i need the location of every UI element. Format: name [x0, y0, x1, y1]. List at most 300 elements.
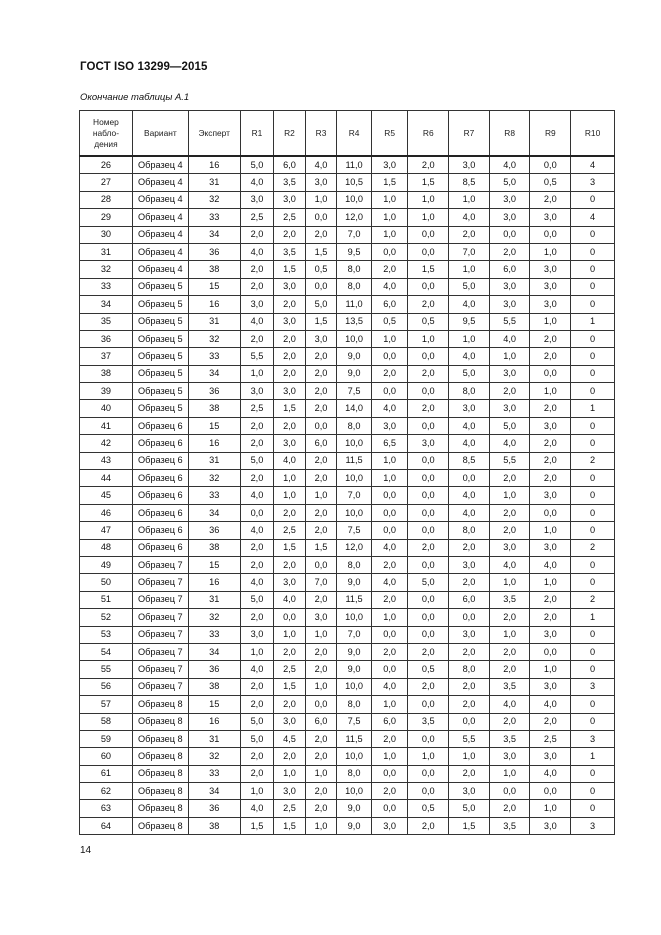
table-cell: 0,0: [530, 643, 571, 660]
table-cell: 6,0: [274, 156, 306, 174]
table-row: [80, 748, 615, 765]
table-cell: 9,0: [337, 643, 372, 660]
table-cell: 4,0: [240, 661, 274, 678]
table-cell: 4,0: [240, 800, 274, 817]
table-cell: 64: [80, 817, 133, 834]
table-cell: 0,0: [305, 278, 337, 295]
table-cell: 33: [188, 209, 240, 226]
table-row: [80, 661, 615, 678]
table-cell: 0: [571, 348, 615, 365]
table-cell: 5,0: [408, 574, 449, 591]
table-cell: Образец 7: [132, 626, 188, 643]
table-cell: 3,0: [274, 191, 306, 208]
table-cell: 2,0: [305, 365, 337, 382]
table-cell: Образец 4: [132, 156, 188, 174]
table-cell: Образец 5: [132, 365, 188, 382]
table-cell: 3,0: [530, 261, 571, 278]
table-cell: 2,0: [530, 435, 571, 452]
table-cell: 3: [571, 817, 615, 834]
table-cell: 1,0: [408, 191, 449, 208]
table-cell: 4,0: [489, 330, 530, 347]
table-cell: Образец 8: [132, 765, 188, 782]
table-cell: 8,0: [449, 383, 490, 400]
table-cell: 3,0: [530, 817, 571, 834]
table-cell: 0: [571, 278, 615, 295]
table-cell: 3,0: [274, 313, 306, 330]
table-cell: 4,0: [449, 209, 490, 226]
table-cell: 0: [571, 330, 615, 347]
table-cell: 36: [188, 243, 240, 260]
table-cell: 1,0: [305, 678, 337, 695]
table-cell: 0: [571, 661, 615, 678]
table-cell: Образец 7: [132, 643, 188, 660]
table-cell: 4,0: [305, 156, 337, 174]
table-cell: 0: [571, 243, 615, 260]
table-cell: 0: [571, 383, 615, 400]
table-cell: 7,0: [449, 243, 490, 260]
table-cell: Образец 4: [132, 261, 188, 278]
table-cell: 27: [80, 174, 133, 191]
table-cell: 3,0: [371, 156, 408, 174]
table-cell: 32: [188, 470, 240, 487]
table-cell: 0: [571, 191, 615, 208]
table-cell: 0,0: [371, 383, 408, 400]
table-cell: 57: [80, 696, 133, 713]
table-cell: 8,0: [337, 278, 372, 295]
table-cell: 1,5: [274, 261, 306, 278]
table-cell: Образец 5: [132, 296, 188, 313]
table-cell: 7,5: [337, 713, 372, 730]
table-cell: 2,0: [489, 661, 530, 678]
table-cell: 4,0: [449, 296, 490, 313]
table-cell: 5,5: [449, 730, 490, 747]
table-cell: 10,0: [337, 678, 372, 695]
table-cell: 0,0: [408, 730, 449, 747]
table-cell: 6,0: [371, 296, 408, 313]
column-header: R7: [449, 111, 490, 157]
table-cell: 0: [571, 783, 615, 800]
table-cell: 44: [80, 470, 133, 487]
table-cell: 2,0: [489, 713, 530, 730]
table-cell: 2,0: [305, 643, 337, 660]
table-cell: 7,0: [337, 626, 372, 643]
table-cell: 3,0: [489, 365, 530, 382]
table-cell: 2,5: [530, 730, 571, 747]
column-header: Номер набло- дения: [80, 111, 133, 157]
table-cell: 2,0: [408, 817, 449, 834]
table-cell: 37: [80, 348, 133, 365]
table-cell: 11,0: [337, 296, 372, 313]
table-cell: 7,5: [337, 383, 372, 400]
table-cell: 13,5: [337, 313, 372, 330]
table-cell: 1,5: [240, 817, 274, 834]
table-cell: 4,0: [449, 435, 490, 452]
table-cell: 6,0: [449, 591, 490, 608]
table-cell: 3,0: [371, 417, 408, 434]
table-cell: 3,0: [449, 556, 490, 573]
table-row: [80, 556, 615, 573]
table-cell: 2,0: [240, 330, 274, 347]
table-cell: 3,5: [489, 730, 530, 747]
table-cell: 1,5: [274, 678, 306, 695]
table-cell: Образец 5: [132, 383, 188, 400]
table-row: [80, 261, 615, 278]
table-cell: Образец 5: [132, 278, 188, 295]
table-cell: 52: [80, 609, 133, 626]
table-cell: 16: [188, 296, 240, 313]
table-cell: 39: [80, 383, 133, 400]
table-cell: 9,0: [337, 348, 372, 365]
table-cell: 3,0: [530, 487, 571, 504]
table-cell: 2,0: [305, 800, 337, 817]
table-cell: Образец 8: [132, 817, 188, 834]
table-cell: Образец 8: [132, 696, 188, 713]
table-cell: 2: [571, 539, 615, 556]
table-cell: 0,0: [408, 591, 449, 608]
table-cell: 4,0: [240, 313, 274, 330]
table-row: [80, 626, 615, 643]
table-row: [80, 730, 615, 747]
table-cell: 6,0: [305, 435, 337, 452]
table-row: [80, 417, 615, 434]
table-cell: 4,0: [489, 156, 530, 174]
table-cell: 2,0: [489, 243, 530, 260]
table-cell: 3,0: [530, 539, 571, 556]
table-cell: 1,0: [371, 452, 408, 469]
table-cell: 12,0: [337, 209, 372, 226]
table-row: [80, 522, 615, 539]
table-cell: 4,0: [371, 278, 408, 295]
table-cell: 7,0: [305, 574, 337, 591]
table-cell: Образец 5: [132, 348, 188, 365]
table-cell: 10,0: [337, 330, 372, 347]
table-cell: 7,0: [337, 487, 372, 504]
table-cell: Образец 4: [132, 243, 188, 260]
table-cell: 2,0: [240, 278, 274, 295]
table-cell: 2,5: [274, 800, 306, 817]
table-cell: 0,0: [530, 156, 571, 174]
table-cell: 2: [571, 452, 615, 469]
table-cell: 0: [571, 417, 615, 434]
table-cell: 2,0: [274, 330, 306, 347]
table-cell: 1,0: [489, 765, 530, 782]
table-cell: 2,0: [274, 348, 306, 365]
table-cell: 2,0: [530, 470, 571, 487]
table-cell: 0,0: [408, 226, 449, 243]
table-cell: 2,0: [274, 748, 306, 765]
table-cell: 4,0: [240, 574, 274, 591]
table-cell: 0: [571, 765, 615, 782]
table-cell: 1,0: [449, 261, 490, 278]
table-cell: 2,0: [530, 609, 571, 626]
table-cell: 33: [188, 765, 240, 782]
table-cell: 15: [188, 696, 240, 713]
table-cell: 11,5: [337, 591, 372, 608]
table-cell: Образец 4: [132, 209, 188, 226]
table-row: [80, 278, 615, 295]
table-cell: 5,0: [449, 800, 490, 817]
table-cell: 4,0: [530, 765, 571, 782]
table-cell: 0,0: [530, 226, 571, 243]
table-cell: 1,5: [305, 243, 337, 260]
table-cell: 8,5: [449, 174, 490, 191]
table-cell: 0,0: [274, 609, 306, 626]
table-cell: 2,0: [408, 296, 449, 313]
table-cell: 2,0: [305, 226, 337, 243]
table-cell: 0,0: [240, 504, 274, 521]
table-cell: 2,0: [530, 191, 571, 208]
table-cell: 0,0: [530, 783, 571, 800]
table-cell: 0,0: [371, 243, 408, 260]
table-cell: 0,0: [371, 348, 408, 365]
table-cell: 4,0: [489, 556, 530, 573]
table-cell: 0,5: [408, 800, 449, 817]
table-cell: 31: [188, 730, 240, 747]
table-cell: 3,0: [305, 174, 337, 191]
table-cell: 31: [188, 591, 240, 608]
table-cell: 2,0: [449, 696, 490, 713]
table-cell: 3,0: [449, 400, 490, 417]
table-cell: 32: [80, 261, 133, 278]
table-cell: 0: [571, 643, 615, 660]
table-cell: 1,5: [305, 313, 337, 330]
table-cell: 2,0: [408, 539, 449, 556]
table-cell: 9,5: [449, 313, 490, 330]
table-cell: 0,0: [371, 661, 408, 678]
table-cell: 3,0: [274, 383, 306, 400]
table-cell: 2,0: [408, 400, 449, 417]
table-cell: 8,0: [337, 261, 372, 278]
table-cell: 10,0: [337, 191, 372, 208]
table-cell: 9,0: [337, 661, 372, 678]
table-cell: 3,0: [530, 626, 571, 643]
table-cell: 4,0: [530, 556, 571, 573]
table-cell: 1,0: [408, 748, 449, 765]
table-cell: 3,0: [371, 817, 408, 834]
table-cell: 0,0: [530, 504, 571, 521]
table-cell: 3: [571, 730, 615, 747]
table-cell: 10,0: [337, 504, 372, 521]
table-cell: Образец 6: [132, 435, 188, 452]
table-cell: 2,0: [274, 556, 306, 573]
table-cell: 31: [188, 452, 240, 469]
table-row: [80, 678, 615, 695]
table-cell: 4,0: [489, 696, 530, 713]
table-cell: 1,0: [274, 470, 306, 487]
table-cell: 3,0: [530, 209, 571, 226]
table-cell: 2,0: [305, 348, 337, 365]
table-cell: 2,5: [240, 209, 274, 226]
table-cell: 1,0: [240, 643, 274, 660]
table-cell: 0,0: [489, 783, 530, 800]
table-cell: 1,0: [449, 191, 490, 208]
table-cell: 54: [80, 643, 133, 660]
table-cell: 2,0: [240, 556, 274, 573]
table-cell: 38: [188, 817, 240, 834]
table-cell: 1,0: [530, 800, 571, 817]
table-row: [80, 174, 615, 191]
table-cell: 1,0: [371, 191, 408, 208]
table-cell: 2,0: [371, 730, 408, 747]
table-cell: 1,0: [371, 226, 408, 243]
table-cell: 2,0: [305, 748, 337, 765]
table-cell: 4,0: [371, 574, 408, 591]
table-cell: 3,0: [449, 156, 490, 174]
table-cell: Образец 6: [132, 487, 188, 504]
table-cell: 1,0: [305, 765, 337, 782]
table-cell: 10,0: [337, 748, 372, 765]
table-cell: 1,0: [489, 487, 530, 504]
table-cell: 4,0: [489, 435, 530, 452]
table-row: [80, 365, 615, 382]
table-cell: 36: [188, 661, 240, 678]
table-cell: 5,0: [449, 278, 490, 295]
table-cell: 9,0: [337, 574, 372, 591]
table-cell: Образец 7: [132, 591, 188, 608]
table-cell: 3: [571, 678, 615, 695]
table-cell: Образец 6: [132, 452, 188, 469]
table-cell: 0,0: [530, 365, 571, 382]
table-row: [80, 470, 615, 487]
table-row: [80, 330, 615, 347]
table-cell: 61: [80, 765, 133, 782]
table-cell: 0: [571, 296, 615, 313]
table-cell: 0,0: [408, 470, 449, 487]
table-cell: 0,0: [408, 452, 449, 469]
table-cell: 2,0: [274, 226, 306, 243]
table-cell: 9,0: [337, 817, 372, 834]
table-cell: 0,0: [371, 504, 408, 521]
table-cell: 29: [80, 209, 133, 226]
table-cell: Образец 6: [132, 522, 188, 539]
table-cell: 1,0: [371, 609, 408, 626]
table-cell: 0: [571, 713, 615, 730]
table-cell: 3,0: [489, 296, 530, 313]
table-row: [80, 435, 615, 452]
table-cell: 3,0: [240, 626, 274, 643]
table-cell: 10,0: [337, 435, 372, 452]
table-cell: 3,0: [449, 626, 490, 643]
table-cell: 34: [188, 504, 240, 521]
table-cell: 1,0: [371, 470, 408, 487]
table-cell: 42: [80, 435, 133, 452]
table-cell: 0,0: [371, 487, 408, 504]
table-cell: 2,5: [274, 522, 306, 539]
table-cell: 3,0: [489, 748, 530, 765]
table-cell: 1,0: [489, 626, 530, 643]
table-cell: 1,0: [408, 209, 449, 226]
table-cell: 0,0: [408, 348, 449, 365]
table-cell: 0: [571, 522, 615, 539]
table-cell: 3,0: [530, 296, 571, 313]
table-cell: 31: [80, 243, 133, 260]
table-cell: 0: [571, 800, 615, 817]
table-cell: 53: [80, 626, 133, 643]
table-cell: 5,0: [305, 296, 337, 313]
table-cell: 0,0: [408, 556, 449, 573]
table-cell: 2,0: [449, 765, 490, 782]
table-cell: 1,5: [305, 539, 337, 556]
table-cell: 2,5: [240, 400, 274, 417]
table-cell: 36: [188, 800, 240, 817]
table-cell: 2,0: [305, 383, 337, 400]
table-cell: 33: [80, 278, 133, 295]
table-cell: 2,0: [305, 783, 337, 800]
table-cell: 0,0: [408, 522, 449, 539]
table-cell: 0,0: [305, 417, 337, 434]
table-cell: 5,5: [489, 452, 530, 469]
column-header: R4: [337, 111, 372, 157]
table-cell: 1,5: [274, 400, 306, 417]
table-cell: 3,0: [274, 278, 306, 295]
table-cell: 1,0: [274, 487, 306, 504]
table-cell: 0: [571, 226, 615, 243]
table-cell: 2,0: [305, 730, 337, 747]
table-cell: 55: [80, 661, 133, 678]
table-cell: 47: [80, 522, 133, 539]
column-header: R6: [408, 111, 449, 157]
table-cell: 1,0: [371, 696, 408, 713]
table-cell: 1,0: [530, 574, 571, 591]
table-cell: 1,0: [274, 765, 306, 782]
table-cell: 32: [188, 330, 240, 347]
table-cell: 38: [80, 365, 133, 382]
table-cell: 4,0: [274, 452, 306, 469]
table-cell: 3,0: [305, 609, 337, 626]
table-row: [80, 452, 615, 469]
table-cell: 2,0: [489, 504, 530, 521]
table-cell: 2,0: [274, 417, 306, 434]
table-cell: 9,0: [337, 800, 372, 817]
table-row: [80, 191, 615, 208]
table-cell: 2,0: [274, 696, 306, 713]
table-cell: 2,0: [489, 383, 530, 400]
table-cell: 38: [188, 261, 240, 278]
table-cell: 1,0: [305, 817, 337, 834]
table-cell: 2,0: [371, 783, 408, 800]
table-cell: 2,0: [274, 643, 306, 660]
table-cell: 0: [571, 435, 615, 452]
table-cell: 49: [80, 556, 133, 573]
table-cell: 32: [188, 609, 240, 626]
table-cell: 11,5: [337, 730, 372, 747]
table-cell: Образец 4: [132, 174, 188, 191]
table-cell: 15: [188, 278, 240, 295]
table-cell: 1: [571, 609, 615, 626]
table-cell: 1,0: [530, 313, 571, 330]
table-cell: 2,0: [305, 591, 337, 608]
table-cell: 0,0: [408, 487, 449, 504]
table-cell: 16: [188, 574, 240, 591]
table-cell: 5,0: [449, 365, 490, 382]
table-cell: 34: [188, 643, 240, 660]
table-cell: 3,5: [489, 817, 530, 834]
table-cell: 2,0: [489, 643, 530, 660]
table-cell: 9,0: [337, 365, 372, 382]
table-cell: 1,5: [371, 174, 408, 191]
table-cell: 0,0: [371, 522, 408, 539]
table-row: [80, 156, 615, 174]
table-cell: 3,0: [274, 713, 306, 730]
table-cell: 0,0: [305, 696, 337, 713]
table-cell: 4,0: [449, 487, 490, 504]
table-cell: 38: [188, 539, 240, 556]
table-cell: 8,5: [449, 452, 490, 469]
table-row: [80, 765, 615, 782]
table-cell: 40: [80, 400, 133, 417]
table-cell: 1,0: [530, 383, 571, 400]
table-cell: 16: [188, 713, 240, 730]
